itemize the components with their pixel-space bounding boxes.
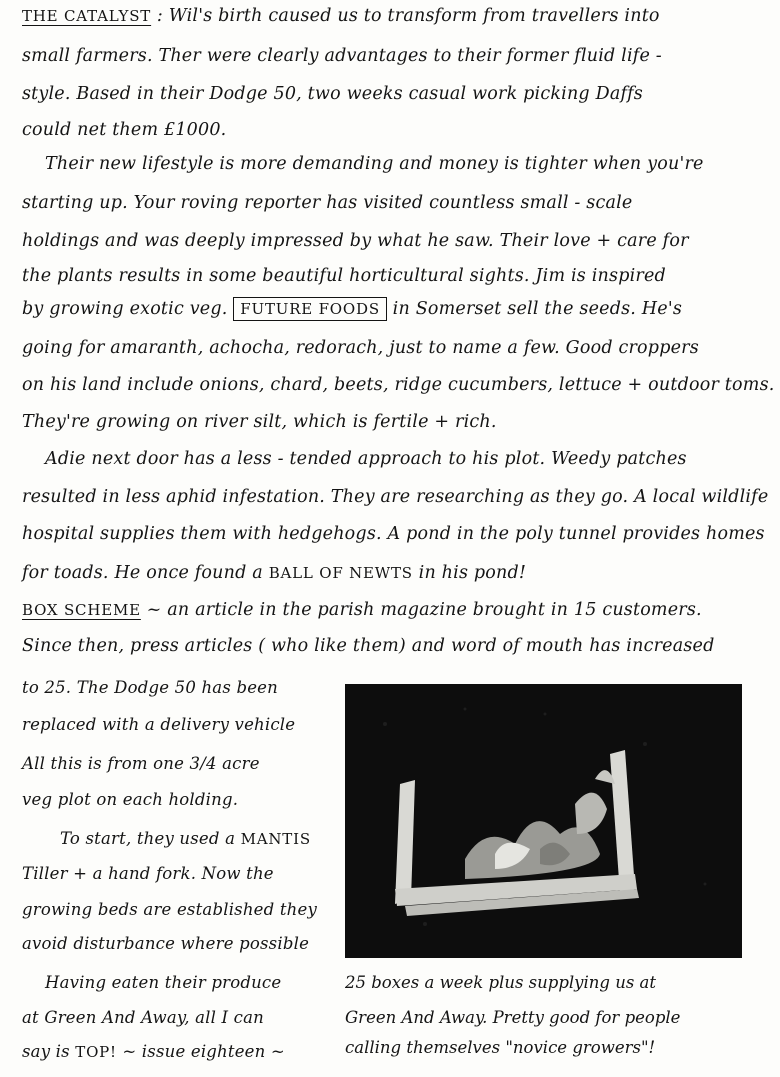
text-line [45, 451, 687, 469]
caps-text: BALL OF NEWTS [268, 564, 413, 582]
line-text: : Wil's birth caused us to transform from travellers into [151, 6, 660, 26]
caption-line: Green And Away. Pretty good for people [345, 1008, 681, 1027]
section-heading: THE CATALYST [22, 7, 152, 25]
line-text: Adie next door has a less - tended approach to his plot. Weedy patches [45, 449, 687, 469]
text-line [22, 756, 260, 773]
line-text: ~ issue eighteen ~ [116, 1042, 285, 1061]
line-text: in Somerset sell the seeds. He's [386, 299, 683, 319]
line-text: To start, they used a [60, 829, 241, 848]
line-text: Their new lifestyle is more demanding and money is tighter when you're [45, 154, 704, 174]
line-text: for toads. He once found a [22, 563, 269, 583]
text-line [22, 233, 689, 251]
line-text: They're growing on river silt, which is fertile + rich. [22, 412, 497, 432]
text-line [22, 526, 765, 544]
line-text: say is [22, 1042, 76, 1061]
line-text: small farmers. Ther were clearly advantages to their former fluid life - [22, 46, 662, 66]
text-line [60, 831, 311, 848]
line-text: going for amaranth, achocha, redorach, just to name a few. Good croppers [22, 338, 699, 358]
line-text: Having eaten their produce [45, 973, 282, 992]
line-text: Tiller + a hand fork. Now the [22, 864, 274, 883]
text-line [22, 717, 295, 734]
line-text: growing beds are established they [22, 900, 317, 919]
caption-line: calling themselves "novice growers"! [345, 1038, 656, 1057]
line-text: holdings and was deeply impressed by what he saw. Their love + care for [22, 231, 689, 251]
text-line [22, 268, 666, 286]
section-heading: BOX SCHEME [22, 601, 141, 619]
line-text: in his pond! [412, 563, 527, 583]
line-text: to 25. The Dodge 50 has been [22, 678, 278, 697]
text-line [22, 902, 317, 919]
line-text: Since then, press articles ( who like them) and word of mouth has increased [22, 636, 715, 656]
text-line [22, 1044, 285, 1061]
line-text: at Green And Away, all I can [22, 1008, 264, 1027]
text-line [22, 8, 660, 26]
text-line [22, 122, 226, 140]
text-line [22, 680, 278, 697]
text-line [22, 1010, 264, 1027]
text-line [22, 936, 309, 953]
text-line [22, 195, 632, 213]
line-text: replaced with a delivery vehicle [22, 715, 296, 734]
text-line [22, 489, 768, 507]
text-line [22, 792, 238, 809]
text-line [45, 156, 704, 174]
line-text: the plants results in some beautiful horticultural sights. Jim is inspired [22, 266, 666, 286]
text-line [22, 638, 714, 656]
line-text: on his land include onions, chard, beets, ridge cucumbers, lettuce + outdoor toms. [22, 375, 775, 395]
line-text: style. Based in their Dodge 50, two weeks casual work picking Daffs [22, 84, 643, 104]
text-line [22, 301, 682, 319]
text-line [22, 602, 702, 620]
line-text: avoid disturbance where possible [22, 934, 310, 953]
line-text: starting up. Your roving reporter has visited countless small - scale [22, 193, 633, 213]
line-text: veg plot on each holding. [22, 790, 239, 809]
caption-line: 25 boxes a week plus supplying us at [345, 973, 657, 992]
veg-box-photo [345, 684, 742, 958]
line-text: All this is from one 3/4 acre [22, 754, 260, 773]
line-text: by growing exotic veg. [22, 299, 228, 319]
text-line [22, 377, 775, 395]
text-line [22, 565, 526, 583]
text-line [22, 414, 497, 432]
line-text: ~ an article in the parish magazine brought in 15 customers. [140, 600, 702, 620]
text-line [22, 48, 662, 66]
line-text: could net them £1000. [22, 120, 227, 140]
text-line [22, 340, 699, 358]
line-text: resulted in less aphid infestation. They are researching as they go. A local wildlife [22, 487, 769, 507]
boxed-label: FUTURE FOODS [233, 297, 387, 321]
text-line [22, 86, 643, 104]
caps-text: TOP! [75, 1043, 117, 1061]
text-line [45, 975, 281, 992]
caps-text: MANTIS [240, 830, 311, 848]
line-text: hospital supplies them with hedgehogs. A pond in the poly tunnel provides homes [22, 524, 765, 544]
text-line [22, 866, 274, 883]
